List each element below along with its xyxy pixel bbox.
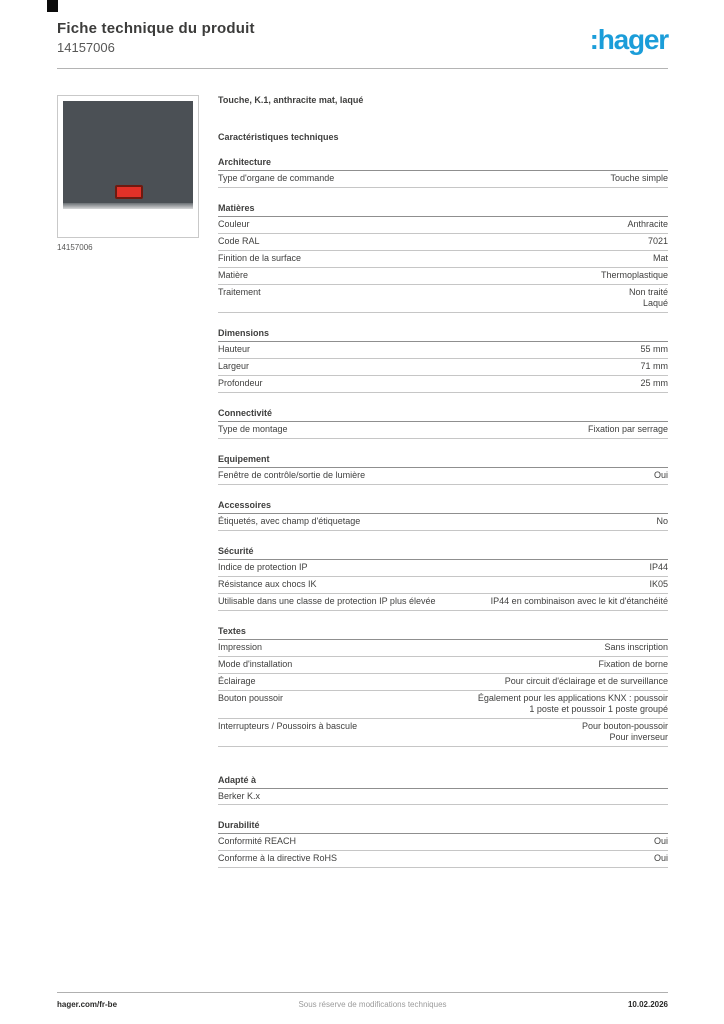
spec-value-line: Non traité (628, 287, 668, 297)
spec-section-title: Sécurité (218, 546, 668, 560)
spec-row (218, 719, 668, 747)
spec-section (218, 820, 668, 868)
spec-row (218, 376, 668, 393)
spec-row (218, 342, 668, 359)
spec-row (218, 268, 668, 285)
spec-value-line: IK05 (649, 579, 668, 589)
spec-label: Matière (218, 270, 249, 280)
spec-value (298, 424, 668, 435)
spec-label: Éclairage (218, 676, 256, 686)
spec-value-line: Fixation par serrage (587, 424, 668, 434)
spec-row (218, 171, 668, 188)
red-indicator-window (115, 185, 143, 199)
spec-row (218, 640, 668, 657)
spec-label: Type d'organe de commande (218, 173, 335, 183)
spec-value-line: Oui (653, 470, 668, 480)
spec-value (260, 344, 668, 355)
spec-value-line: Pour bouton-poussoir (581, 721, 668, 731)
spec-value-line: IP44 en combinaison avec le kit d'étanchéité (490, 596, 668, 606)
spec-value (370, 516, 668, 527)
spec-value (347, 853, 668, 864)
spec-value (344, 173, 668, 184)
spec-row (218, 594, 668, 611)
characteristics-heading: Caractéristiques techniques (218, 132, 339, 142)
spec-row (218, 234, 668, 251)
spec-value-line: Pour circuit d'éclairage et de surveillance (504, 676, 668, 686)
spec-value (271, 287, 668, 309)
spec-label: Traitement (218, 287, 261, 297)
spec-label: Mode d'installation (218, 659, 293, 669)
spec-section-title: Adapté à (218, 775, 668, 789)
spec-label: Conformité REACH (218, 836, 297, 846)
header-divider (57, 68, 668, 69)
spec-value (259, 361, 668, 372)
spec-row (218, 674, 668, 691)
spec-value-line: Pour inverseur (609, 732, 668, 742)
spec-row (218, 789, 668, 805)
spec-value (327, 579, 668, 590)
spec-label: Étiquetés, avec champ d'étiquetage (218, 516, 361, 526)
spec-section (218, 328, 668, 393)
spec-label: Impression (218, 642, 263, 652)
spec-label: Conforme à la directive RoHS (218, 853, 338, 863)
document-date: 10.02.2026 (627, 1000, 668, 1009)
spec-row (218, 251, 668, 268)
spec-value-line: 55 mm (640, 344, 668, 354)
product-image (57, 95, 199, 238)
spec-section (218, 408, 668, 439)
spec-value (273, 378, 668, 389)
spec-section-title: Equipement (218, 454, 668, 468)
spec-row (218, 834, 668, 851)
spec-value-line: 25 mm (640, 378, 668, 388)
spec-row (218, 359, 668, 376)
spec-row (218, 851, 668, 868)
spec-label: Berker K.x (218, 791, 261, 801)
product-photo (63, 101, 193, 206)
spec-label: Interrupteurs / Poussoirs à bascule (218, 721, 358, 731)
spec-row (218, 285, 668, 313)
print-registration-mark (47, 0, 58, 12)
spec-label: Bouton poussoir (218, 693, 284, 703)
product-image-caption: 14157006 (57, 243, 93, 252)
spec-value-line: 71 mm (640, 361, 668, 371)
spec-section-title: Architecture (218, 157, 668, 171)
product-title: Touche, K.1, anthracite mat, laqué (218, 95, 364, 105)
spec-row (218, 422, 668, 439)
spec-value (270, 236, 668, 247)
spec-row (218, 514, 668, 531)
spec-label: Finition de la surface (218, 253, 302, 263)
page-title: Fiche technique du produit (57, 20, 255, 37)
spec-row (218, 560, 668, 577)
spec-label: Code RAL (218, 236, 260, 246)
website-link[interactable]: hager.com/fr-be (57, 1000, 118, 1009)
spec-value-line: Sans inscription (604, 642, 668, 652)
hager-logo: :hager (589, 24, 668, 55)
product-id: 14157006 (57, 40, 115, 55)
spec-value (375, 470, 668, 481)
spec-value-line: No (656, 516, 668, 526)
spec-value (270, 791, 668, 801)
spec-value-line: Anthracite (627, 219, 668, 229)
spec-value-line: Oui (653, 853, 668, 863)
spec-section-title: Matières (218, 203, 668, 217)
spec-value-line: Mat (652, 253, 668, 263)
spec-value-line: Oui (653, 836, 668, 846)
spec-value (445, 596, 668, 607)
spec-label: Type de montage (218, 424, 288, 434)
spec-value (306, 836, 668, 847)
spec-value (258, 270, 668, 281)
spec-section-title: Connectivité (218, 408, 668, 422)
spec-value-line: Également pour les applications KNX : poussoir (477, 693, 668, 703)
spec-value (272, 642, 668, 653)
spec-label: Indice de protection IP (218, 562, 308, 572)
spec-label: Profondeur (218, 378, 263, 388)
spec-value-line: Fixation de borne (598, 659, 668, 669)
spec-section (218, 500, 668, 531)
spec-value (367, 721, 668, 743)
spec-value (260, 219, 668, 230)
spec-row (218, 468, 668, 485)
spec-value (302, 659, 668, 670)
spec-row (218, 217, 668, 234)
spec-label: Utilisable dans une classe de protection IP plus élevée (218, 596, 436, 606)
spec-label: Largeur (218, 361, 250, 371)
spec-row (218, 691, 668, 719)
spec-label: Fenêtre de contrôle/sortie de lumière (218, 470, 366, 480)
spec-value (311, 253, 668, 264)
spec-value (318, 562, 668, 573)
spec-value-line: 7021 (647, 236, 668, 246)
spec-section-title: Dimensions (218, 328, 668, 342)
spec-section (218, 775, 668, 805)
spec-section (218, 546, 668, 611)
page-footer (57, 992, 668, 1009)
spec-value-line: Thermoplastique (600, 270, 668, 280)
spec-value-line: Laqué (642, 298, 668, 308)
spec-section-title: Textes (218, 626, 668, 640)
spec-row (218, 657, 668, 674)
spec-label: Résistance aux chocs IK (218, 579, 317, 589)
spec-section-title: Accessoires (218, 500, 668, 514)
spec-value-line: Touche simple (610, 173, 668, 183)
document-header (57, 20, 255, 55)
spec-sections (218, 157, 668, 868)
spec-value (293, 693, 668, 715)
spec-value-line: 1 poste et poussoir 1 poste groupé (529, 704, 668, 714)
spec-label: Hauteur (218, 344, 251, 354)
spec-section (218, 626, 668, 747)
photo-bottom-shade (63, 203, 193, 209)
spec-section (218, 454, 668, 485)
spec-section-title: Durabilité (218, 820, 668, 834)
spec-value (266, 676, 668, 687)
spec-content (218, 90, 668, 868)
spec-label: Couleur (218, 219, 250, 229)
spec-section (218, 203, 668, 313)
spec-value-line: IP44 (649, 562, 668, 572)
spec-section (218, 157, 668, 188)
disclaimer-text: Sous réserve de modifications techniques (298, 1000, 447, 1009)
spec-row (218, 577, 668, 594)
